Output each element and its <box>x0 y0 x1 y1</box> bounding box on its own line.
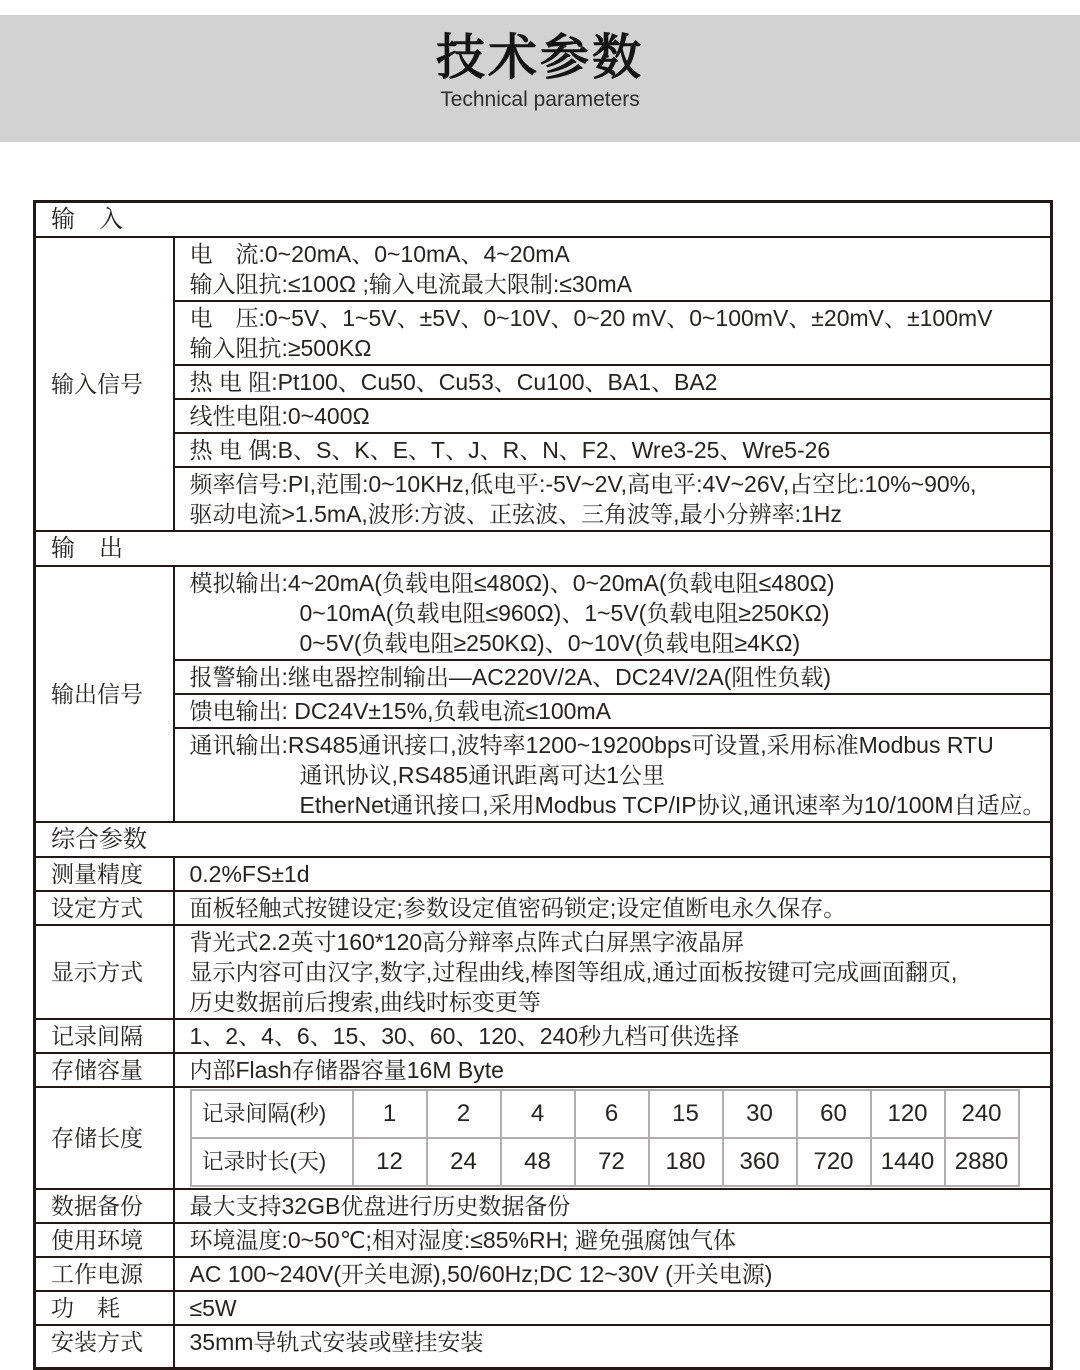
row-input-signal-thermocouple <box>35 433 1052 467</box>
display-line-1: 背光式2.2英寸160*120高分辩率点阵式白屏黑字液晶屏 <box>189 929 745 955</box>
value-setting-mode: 面板轻触式按键设定;参数设定值密码锁定;设定值断电永久保存。 <box>174 891 1052 925</box>
frequency-line-1: 频率信号:PI,范围:0~10KHz,低电平:-5V~2V,高电平:4V~26V,占空比:10%~90%, <box>189 471 977 497</box>
value-analog-output <box>174 566 1052 660</box>
page-subtitle: Technical parameters <box>440 88 640 111</box>
row-output-signal-feed <box>35 694 1052 728</box>
value-environment: 环境温度:0~50℃;相对湿度:≤85%RH; 避免强腐蚀气体 <box>174 1223 1052 1257</box>
value-record-interval: 1、2、4、6、15、30、60、120、240秒九档可供选择 <box>174 1019 1052 1053</box>
value-linear-resistance: 线性电阻:0~400Ω <box>174 399 1052 433</box>
value-alarm-output: 报警输出:继电器控制输出—AC220V/2A、DC24V/2A(阻性负载) <box>174 660 1052 694</box>
row-display-mode <box>35 925 1052 1019</box>
label-power-supply: 工作电源 <box>35 1257 174 1291</box>
storage-interval-4: 15 <box>649 1090 723 1138</box>
row-storage-capacity <box>35 1053 1052 1087</box>
frequency-line-2: 驱动电流>1.5mA,波形:方波、正弦波、三角波等,最小分辨率:1Hz <box>189 501 842 527</box>
spec-table <box>33 200 1053 1370</box>
row-data-backup <box>35 1189 1052 1223</box>
value-rtd: 热 电 阻:Pt100、Cu50、Cu53、Cu100、BA1、BA2 <box>174 365 1052 399</box>
storage-duration-3: 72 <box>575 1138 649 1186</box>
row-output-signal-alarm <box>35 660 1052 694</box>
row-mounting <box>35 1325 1052 1369</box>
section-output-label: 输 出 <box>35 531 1052 566</box>
label-display-mode: 显示方式 <box>35 925 174 1019</box>
label-input-signal: 输入信号 <box>35 237 174 531</box>
section-row-input <box>35 202 1052 238</box>
comm-line-3: EtherNet通讯接口,采用Modbus TCP/IP协议,通讯速率为10/100M自适应。 <box>299 792 1046 818</box>
comm-line-1: 通讯输出:RS485通讯接口,波特率1200~19200bps可设置,采用标准Modbus RTU <box>189 732 994 758</box>
voltage-line-1: 电 压:0~5V、1~5V、±5V、0~10V、0~20 mV、0~100mV、±20mV、±100mV <box>189 305 993 331</box>
row-input-signal-linear <box>35 399 1052 433</box>
label-data-backup: 数据备份 <box>35 1189 174 1223</box>
current-line-2: 输入阻抗:≤100Ω ;输入电流最大限制:≤30mA <box>189 271 632 297</box>
label-output-signal: 输出信号 <box>35 566 174 822</box>
value-mounting: 35mm导轨式安装或壁挂安装 <box>174 1325 1052 1369</box>
value-feed-output: 馈电输出: DC24V±15%,负载电流≤100mA <box>174 694 1052 728</box>
row-input-signal-frequency <box>35 467 1052 531</box>
value-measure-accuracy: 0.2%FS±1d <box>174 857 1052 891</box>
storage-duration-0: 12 <box>353 1138 427 1186</box>
value-display-mode <box>174 925 1052 1019</box>
storage-interval-label: 记录间隔(秒) <box>191 1090 353 1138</box>
row-storage-length <box>35 1087 1052 1189</box>
value-frequency <box>174 467 1052 531</box>
storage-interval-6: 60 <box>797 1090 871 1138</box>
storage-duration-8: 2880 <box>945 1138 1019 1186</box>
current-line-1: 电 流:0~20mA、0~10mA、4~20mA <box>189 241 570 267</box>
label-record-interval: 记录间隔 <box>35 1019 174 1053</box>
value-power-consumption: ≤5W <box>174 1291 1052 1325</box>
page-title: 技术参数 <box>435 31 644 85</box>
storage-duration-2: 48 <box>501 1138 575 1186</box>
row-output-signal-comm <box>35 728 1052 822</box>
storage-duration-4: 180 <box>649 1138 723 1186</box>
row-environment <box>35 1223 1052 1257</box>
storage-interval-8: 240 <box>945 1090 1019 1138</box>
storage-duration-7: 1440 <box>871 1138 945 1186</box>
display-line-3: 历史数据前后搜索,曲线时标变更等 <box>189 989 541 1015</box>
label-setting-mode: 设定方式 <box>35 891 174 925</box>
storage-row-interval <box>191 1090 1019 1138</box>
storage-interval-2: 4 <box>501 1090 575 1138</box>
analog-line-3: 0~5V(负载电阻≥250KΩ)、0~10V(负载电阻≥4KΩ) <box>299 630 801 656</box>
row-output-signal-analog <box>35 566 1052 660</box>
display-line-2: 显示内容可由汉字,数字,过程曲线,棒图等组成,通过面板按键可完成画面翻页, <box>189 959 958 985</box>
label-environment: 使用环境 <box>35 1223 174 1257</box>
section-row-output <box>35 531 1052 566</box>
row-power-consumption <box>35 1291 1052 1325</box>
storage-row-duration <box>191 1138 1019 1186</box>
header-band <box>0 15 1080 142</box>
storage-table <box>190 1089 1020 1187</box>
value-voltage <box>174 301 1052 365</box>
analog-line-1: 模拟输出:4~20mA(负载电阻≤480Ω)、0~20mA(负载电阻≤480Ω) <box>189 570 835 596</box>
value-thermocouple: 热 电 偶:B、S、K、E、T、J、R、N、F2、Wre3-25、Wre5-26 <box>174 433 1052 467</box>
section-general-label: 综合参数 <box>35 822 1052 857</box>
value-power-supply: AC 100~240V(开关电源),50/60Hz;DC 12~30V (开关电源) <box>174 1257 1052 1291</box>
value-comm-output <box>174 728 1052 822</box>
storage-interval-3: 6 <box>575 1090 649 1138</box>
storage-duration-5: 360 <box>723 1138 797 1186</box>
value-storage-capacity: 内部Flash存储器容量16M Byte <box>174 1053 1052 1087</box>
comm-line-2: 通讯协议,RS485通讯距离可达1公里 <box>299 762 666 788</box>
storage-interval-0: 1 <box>353 1090 427 1138</box>
section-input-label: 输 入 <box>35 202 1052 238</box>
row-measure-accuracy <box>35 857 1052 891</box>
value-storage-length <box>174 1087 1052 1189</box>
row-input-signal-voltage <box>35 301 1052 365</box>
row-input-signal-current <box>35 237 1052 301</box>
row-input-signal-rtd <box>35 365 1052 399</box>
storage-duration-label: 记录时长(天) <box>191 1138 353 1186</box>
row-record-interval <box>35 1019 1052 1053</box>
value-data-backup: 最大支持32GB优盘进行历史数据备份 <box>174 1189 1052 1223</box>
label-measure-accuracy: 测量精度 <box>35 857 174 891</box>
label-storage-capacity: 存储容量 <box>35 1053 174 1087</box>
storage-interval-5: 30 <box>723 1090 797 1138</box>
row-power-supply <box>35 1257 1052 1291</box>
analog-line-2: 0~10mA(负载电阻≤960Ω)、1~5V(负载电阻≥250KΩ) <box>299 600 830 626</box>
label-storage-length: 存储长度 <box>35 1087 174 1189</box>
label-mounting: 安装方式 <box>35 1325 174 1369</box>
section-row-general <box>35 822 1052 857</box>
voltage-line-2: 输入阻抗:≥500KΩ <box>189 335 372 361</box>
label-power-consumption: 功 耗 <box>35 1291 174 1325</box>
storage-duration-1: 24 <box>427 1138 501 1186</box>
row-setting-mode <box>35 891 1052 925</box>
value-current <box>174 237 1052 301</box>
storage-interval-7: 120 <box>871 1090 945 1138</box>
storage-duration-6: 720 <box>797 1138 871 1186</box>
storage-interval-1: 2 <box>427 1090 501 1138</box>
